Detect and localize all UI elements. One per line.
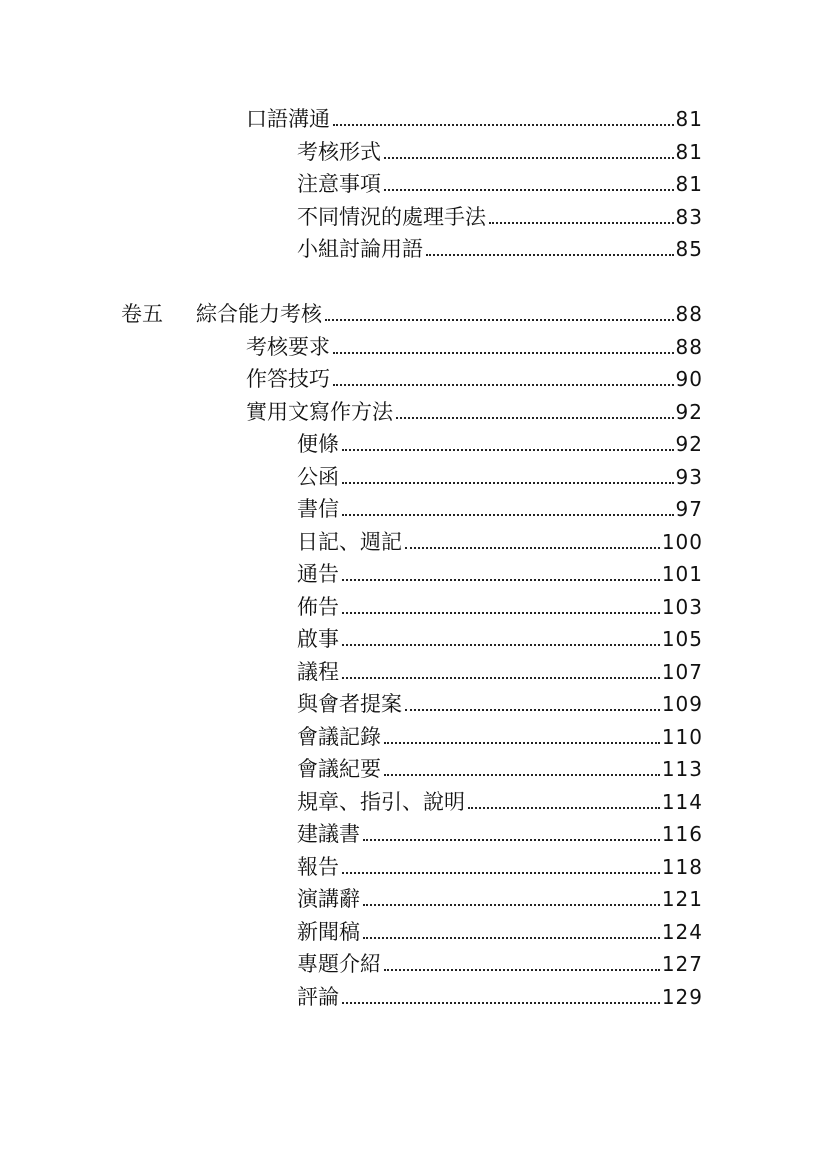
toc-entry-title: 考核形式 xyxy=(297,140,381,164)
dot-leader xyxy=(384,969,660,971)
toc-entry-title: 書信 xyxy=(297,497,339,521)
toc-entry-page: 109 xyxy=(661,692,703,716)
toc-entry-page: 113 xyxy=(661,757,703,781)
toc-entry-page: 85 xyxy=(675,237,703,261)
toc-entry-title: 啟事 xyxy=(297,627,339,651)
toc-entry[interactable] xyxy=(246,328,703,360)
toc-entry[interactable] xyxy=(297,750,703,782)
dot-leader xyxy=(342,579,660,581)
toc-entry[interactable] xyxy=(297,620,703,652)
dot-leader xyxy=(405,547,660,549)
dot-leader xyxy=(342,514,674,516)
toc-entry-page: 103 xyxy=(661,595,703,619)
toc-entry[interactable] xyxy=(297,425,703,457)
toc-entry-page: 81 xyxy=(675,172,703,196)
dot-leader xyxy=(405,709,660,711)
volume-label: 卷五 xyxy=(121,302,163,326)
toc-entry-title: 議程 xyxy=(297,660,339,684)
dot-leader xyxy=(342,677,660,679)
dot-leader xyxy=(325,319,674,321)
dot-leader xyxy=(342,1002,660,1004)
toc-entry-page: 97 xyxy=(675,497,703,521)
dot-leader xyxy=(342,872,660,874)
toc-entry-page: 116 xyxy=(661,822,703,846)
dot-leader xyxy=(342,482,674,484)
toc-entry[interactable] xyxy=(297,198,703,230)
toc-entry-title: 公函 xyxy=(297,465,339,489)
dot-leader xyxy=(384,157,674,159)
dot-leader xyxy=(384,189,674,191)
toc-entry[interactable] xyxy=(297,815,703,847)
toc-entry-page: 121 xyxy=(661,887,703,911)
toc-entry-title: 演講辭 xyxy=(297,887,360,911)
toc-entry-title: 通告 xyxy=(297,562,339,586)
toc-entry-title: 建議書 xyxy=(297,822,360,846)
toc-entry[interactable] xyxy=(297,555,703,587)
toc-entry-page: 114 xyxy=(661,790,703,814)
toc-entry-title: 實用文寫作方法 xyxy=(246,400,393,424)
toc-entry-title: 不同情況的處理手法 xyxy=(297,205,486,229)
toc-entry[interactable] xyxy=(297,490,703,522)
dot-leader xyxy=(333,124,674,126)
toc-entry-page: 81 xyxy=(675,107,703,131)
dot-leader xyxy=(342,612,660,614)
toc-entry-title: 與會者提案 xyxy=(297,692,402,716)
toc-entry-page: 107 xyxy=(661,660,703,684)
toc-entry-title: 評論 xyxy=(297,985,339,1009)
toc-entry[interactable] xyxy=(297,718,703,750)
toc-entry-page: 88 xyxy=(675,335,703,359)
toc-entry-page: 129 xyxy=(661,985,703,1009)
toc-entry[interactable] xyxy=(297,653,703,685)
toc-entry-volume-5[interactable] xyxy=(196,295,703,327)
dot-leader xyxy=(342,644,660,646)
dot-leader xyxy=(342,449,674,451)
toc-entry-page: 110 xyxy=(661,725,703,749)
dot-leader xyxy=(489,222,674,224)
toc-entry-page: 93 xyxy=(675,465,703,489)
toc-entry-title: 考核要求 xyxy=(246,335,330,359)
toc-entry-page: 90 xyxy=(675,367,703,391)
dot-leader xyxy=(363,937,660,939)
toc-entry-page: 92 xyxy=(675,432,703,456)
toc-entry-title: 口語溝通 xyxy=(246,107,330,131)
toc-entry-title: 新聞稿 xyxy=(297,920,360,944)
toc-entry[interactable] xyxy=(246,393,703,425)
toc-entry[interactable] xyxy=(297,978,703,1010)
dot-leader xyxy=(396,417,674,419)
toc-entry-title: 報告 xyxy=(297,855,339,879)
toc-entry[interactable] xyxy=(297,685,703,717)
toc-entry-title: 規章、指引、說明 xyxy=(297,790,465,814)
dot-leader xyxy=(363,904,660,906)
dot-leader xyxy=(468,807,660,809)
toc-entry-page: 92 xyxy=(675,400,703,424)
dot-leader xyxy=(426,254,674,256)
toc-entry[interactable] xyxy=(297,588,703,620)
toc-entry-title: 會議記錄 xyxy=(297,725,381,749)
toc-entry[interactable] xyxy=(297,848,703,880)
dot-leader xyxy=(363,839,660,841)
toc-entry[interactable] xyxy=(297,783,703,815)
toc-entry-page: 118 xyxy=(661,855,703,879)
toc-entry-page: 100 xyxy=(661,530,703,554)
toc-entry-page: 88 xyxy=(675,302,703,326)
toc-entry-page: 101 xyxy=(661,562,703,586)
toc-entry-page: 83 xyxy=(675,205,703,229)
toc-entry-title: 作答技巧 xyxy=(246,367,330,391)
toc-entry[interactable] xyxy=(297,880,703,912)
toc-entry-title: 日記、週記 xyxy=(297,530,402,554)
dot-leader xyxy=(333,352,674,354)
toc-entry-page: 81 xyxy=(675,140,703,164)
toc-entry-title: 會議紀要 xyxy=(297,757,381,781)
toc-entry[interactable] xyxy=(246,360,703,392)
toc-entry-title: 小組討論用語 xyxy=(297,237,423,261)
toc-entry[interactable] xyxy=(297,230,703,262)
toc-entry-page: 105 xyxy=(661,627,703,651)
dot-leader xyxy=(384,774,660,776)
toc-entry[interactable] xyxy=(297,458,703,490)
toc-entry[interactable] xyxy=(297,165,703,197)
toc-entry[interactable] xyxy=(297,133,703,165)
toc-entry[interactable] xyxy=(297,523,703,555)
toc-entry[interactable] xyxy=(297,913,703,945)
toc-entry-page: 124 xyxy=(661,920,703,944)
toc-entry[interactable] xyxy=(297,945,703,977)
toc-entry-oral-communication[interactable] xyxy=(246,100,703,132)
toc-entry-page: 127 xyxy=(661,952,703,976)
dot-leader xyxy=(384,742,660,744)
toc-entry-title: 注意事項 xyxy=(297,172,381,196)
toc-entry-title: 專題介紹 xyxy=(297,952,381,976)
toc-entry-title: 綜合能力考核 xyxy=(196,302,322,326)
toc-entry-title: 便條 xyxy=(297,432,339,456)
dot-leader xyxy=(333,384,674,386)
toc-entry-title: 佈告 xyxy=(297,595,339,619)
